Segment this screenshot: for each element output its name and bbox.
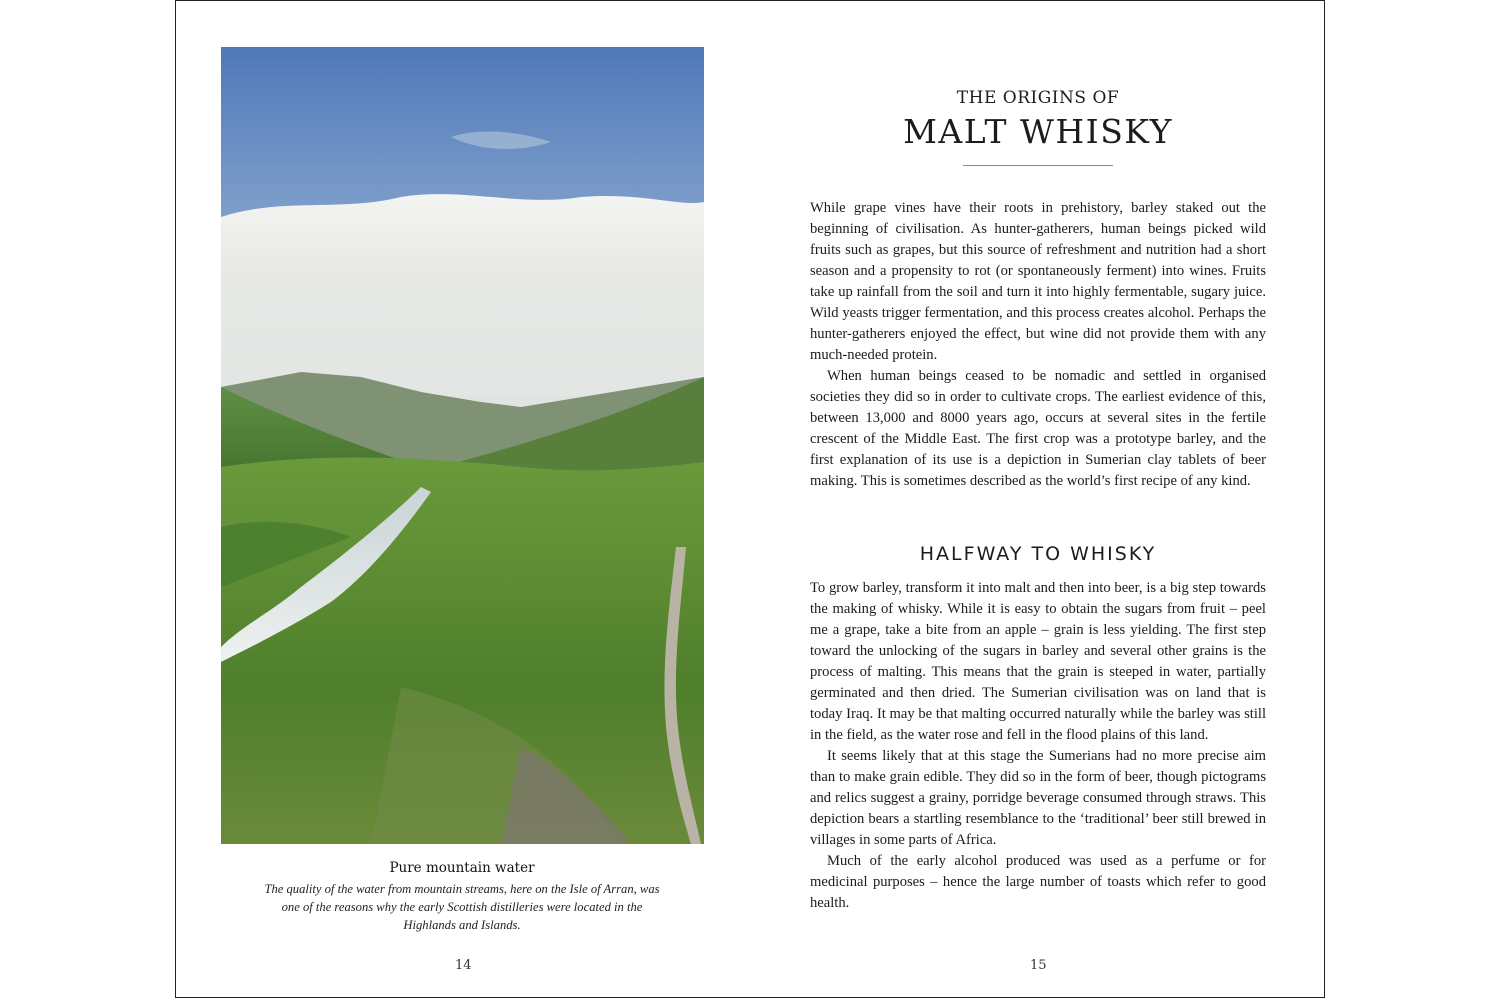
title-divider — [963, 165, 1113, 166]
landscape-photo — [221, 47, 704, 844]
page-number-left: 14 — [455, 958, 472, 973]
paragraph: It seems likely that at this stage the Sumerians had no more precise aim than to make grain edible. They did so in the form of beer, though pictograms and relics suggest a grainy, porridge beverage consumed through straws. This depiction bears a startling resemblance to the ‘traditional’ beer still brewed in villages in some parts of Africa. — [810, 748, 1266, 848]
paragraph: While grape vines have their roots in prehistory, barley staked out the beginning of civilisation. As hunter-gatherers, human beings picked wild fruits such as grapes, but this source of refreshment and nutrition had a short season and a propensity to rot (or spontaneously ferment) into wines. Fruits take up rainfall from the soil and turn it into highly fermentable, sugary juice. Wild yeasts trigger fermentation, and this process creates alcohol. Perhaps the hunter-gatherers enjoyed the effect, but wine did not provide them with any much-needed protein. — [810, 200, 1266, 363]
section-two — [810, 578, 1266, 914]
chapter-title — [810, 88, 1266, 166]
title-main: MALT WHISKY — [903, 112, 1173, 151]
caption-text: The quality of the water from mountain streams, here on the Isle of Arran, was one of the reasons why the early Scottish distilleries were located in the Highlands and Islands. — [264, 882, 660, 932]
section-one — [810, 198, 1266, 492]
page-number-right: 15 — [1030, 958, 1047, 973]
mountain-valley-illustration — [221, 47, 704, 844]
paragraph: Much of the early alcohol produced was used as a perfume or for medicinal purposes – hence the large number of toasts which refer to good health. — [810, 853, 1266, 911]
photo-caption — [262, 860, 662, 934]
subheading: HALFWAY TO WHISKY — [919, 543, 1157, 565]
paragraph: When human beings ceased to be nomadic and settled in organised societies they did so in order to cultivate crops. The earliest evidence of this, between 13,000 and 8000 years ago, occurs at several sites in the fertile crescent of the Middle East. The first crop was a prototype barley, and the first explanation of its use is a depiction in Sumerian clay tablets of beer making. This is sometimes described as the world’s first recipe of any kind. — [810, 368, 1266, 489]
title-pre: THE ORIGINS OF — [956, 88, 1120, 108]
paragraph: To grow barley, transform it into malt and then into beer, is a big step towards the making of whisky. While it is easy to obtain the sugars from fruit – peel me a grape, take a bite from an apple – grain is less yielding. The first step toward the unlocking of the sugars in barley and several other grains is the process of malting. This means that the grain is steeped in water, partially germinated and then dried. The Sumerian civilisation was on land that is today Iraq. It may be that malting occurred naturally while the barley was still in the field, as the water rose and fell in the flood plains of this land. — [810, 580, 1266, 743]
caption-title: Pure mountain water — [389, 860, 535, 876]
